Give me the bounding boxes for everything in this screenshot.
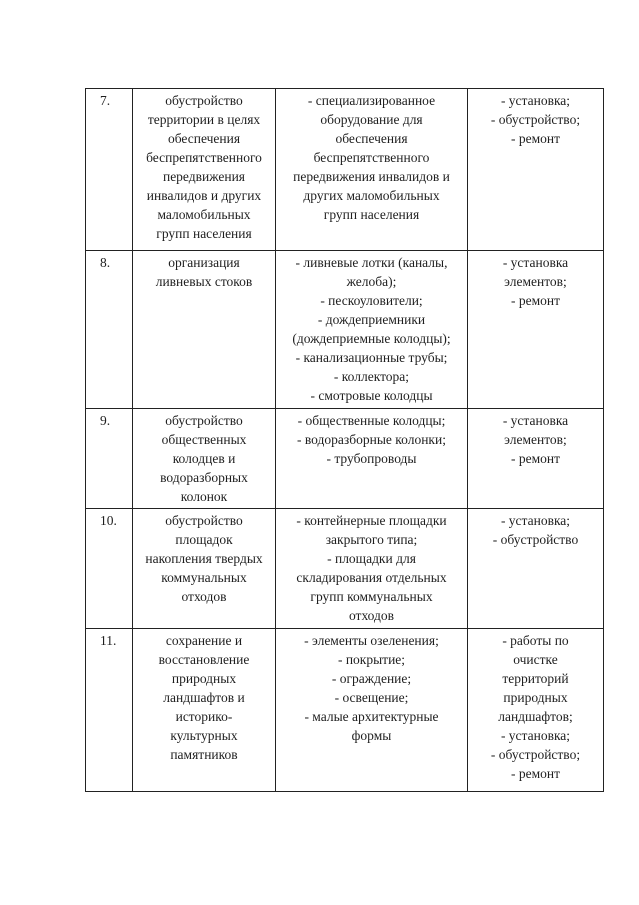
row-element-line: желоба);	[346, 274, 397, 289]
row-name-line: территории в целях	[147, 112, 261, 127]
row-element-line: - дождеприемники	[317, 312, 426, 327]
row-name-cell	[133, 509, 276, 629]
row-name-line: восстановление	[158, 652, 250, 667]
table-row	[86, 629, 604, 792]
row-name-cell	[133, 251, 276, 409]
row-element-line: других маломобильных	[303, 188, 440, 203]
row-element-line: - элементы озеленения;	[304, 633, 439, 648]
row-element-line: - коллектора;	[333, 369, 410, 384]
row-name-line: групп населения	[156, 226, 252, 241]
row-work-line: - ремонт	[510, 293, 561, 308]
row-name-line: обустройство	[165, 93, 243, 108]
row-name-line: организация	[168, 255, 240, 270]
row-name-line: отходов	[181, 589, 227, 604]
row-element-line: - малые архитектурные	[304, 709, 439, 724]
row-name-cell	[133, 89, 276, 251]
row-work-line: территорий	[502, 671, 569, 686]
row-work-line: - ремонт	[510, 766, 561, 781]
row-works-cell	[468, 89, 604, 251]
row-work-line: ландшафтов;	[498, 709, 573, 724]
row-work-line: - работы по	[502, 633, 569, 648]
row-element-line: - контейнерные площадки	[296, 513, 447, 528]
table-row	[86, 409, 604, 509]
row-works-cell	[468, 629, 604, 792]
row-name-line: сохранение и	[165, 633, 243, 648]
row-element-line: складирования отдельных	[296, 570, 447, 585]
row-name-line: обустройство	[165, 413, 243, 428]
row-element-line: оборудование для	[320, 112, 423, 127]
row-element-line: отходов	[348, 608, 395, 623]
row-element-line: - водоразборные колонки;	[297, 432, 446, 447]
row-element-line: беспрепятственного	[313, 150, 430, 165]
row-name-cell	[133, 409, 276, 509]
row-works-cell	[468, 409, 604, 509]
row-element-line: обеспечения	[335, 131, 408, 146]
row-works-cell	[468, 509, 604, 629]
table-body	[86, 89, 604, 792]
row-element-line: - площадки для	[327, 551, 416, 566]
row-element-line: групп коммунальных	[310, 589, 433, 604]
row-work-line: очистке	[513, 652, 558, 667]
row-element-line: - ограждение;	[331, 671, 412, 686]
row-work-line: - обустройство	[492, 532, 579, 547]
row-element-line: - освещение;	[334, 690, 409, 705]
row-name-line: колодцев и	[172, 451, 236, 466]
row-work-line: элементов;	[504, 432, 567, 447]
row-name-line: ливневых стоков	[155, 274, 253, 289]
row-name-line: обустройство	[165, 513, 243, 528]
row-name-line: колонок	[180, 489, 228, 504]
row-elements-cell	[276, 509, 468, 629]
row-name-line: коммунальных	[161, 570, 247, 585]
row-name-line: памятников	[170, 747, 238, 762]
row-name-line: передвижения	[162, 169, 246, 184]
row-element-line: формы	[351, 728, 392, 743]
row-name-line: площадок	[175, 532, 233, 547]
row-name-line: культурных	[170, 728, 238, 743]
row-work-line: - обустройство;	[490, 747, 581, 762]
row-name-line: общественных	[161, 432, 247, 447]
row-number: 10.	[86, 509, 133, 629]
row-work-line: - установка;	[500, 93, 571, 108]
document-table	[85, 88, 604, 792]
row-elements-cell	[276, 251, 468, 409]
row-name-line: историко-	[175, 709, 233, 724]
row-work-line: - установка;	[500, 728, 571, 743]
row-element-line: передвижения инвалидов и	[293, 169, 450, 184]
row-element-line: - пескоуловители;	[320, 293, 423, 308]
row-element-line: - ливневые лотки (каналы,	[295, 255, 448, 270]
row-element-line: - смотровые колодцы	[310, 388, 433, 403]
row-elements-cell	[276, 89, 468, 251]
row-name-line: обеспечения	[167, 131, 241, 146]
row-work-line: природных	[503, 690, 568, 705]
row-element-line: групп населения	[323, 207, 420, 222]
row-works-cell	[468, 251, 604, 409]
row-work-line: - установка	[502, 255, 569, 270]
row-work-line: - обустройство;	[490, 112, 581, 127]
row-name-line: ландшафтов и	[163, 690, 245, 705]
row-name-line: беспрепятственного	[146, 150, 262, 165]
row-number: 9.	[86, 409, 133, 509]
row-name-line: накопления твердых	[145, 551, 263, 566]
row-element-line: - покрытие;	[337, 652, 406, 667]
row-number: 7.	[86, 89, 133, 251]
row-elements-cell	[276, 409, 468, 509]
row-element-line: (дождеприемные колодцы);	[292, 331, 451, 346]
row-work-line: - ремонт	[510, 451, 561, 466]
row-element-line: - трубопроводы	[326, 451, 417, 466]
row-number: 11.	[86, 629, 133, 792]
table-row	[86, 89, 604, 251]
row-element-line: - общественные колодцы;	[297, 413, 446, 428]
row-name-line: природных	[171, 671, 237, 686]
row-element-line: - специализированное	[307, 93, 436, 108]
row-number: 8.	[86, 251, 133, 409]
row-work-line: - установка	[502, 413, 569, 428]
row-name-line: водоразборных	[160, 470, 248, 485]
row-work-line: элементов;	[504, 274, 567, 289]
row-elements-cell	[276, 629, 468, 792]
row-name-line: маломобильных	[157, 207, 251, 222]
row-name-cell	[133, 629, 276, 792]
row-work-line: - установка;	[500, 513, 571, 528]
row-element-line: - канализационные трубы;	[295, 350, 448, 365]
row-element-line: закрытого типа;	[325, 532, 418, 547]
row-name-line: инвалидов и других	[146, 188, 262, 203]
table-row	[86, 509, 604, 629]
table-row	[86, 251, 604, 409]
row-work-line: - ремонт	[510, 131, 561, 146]
